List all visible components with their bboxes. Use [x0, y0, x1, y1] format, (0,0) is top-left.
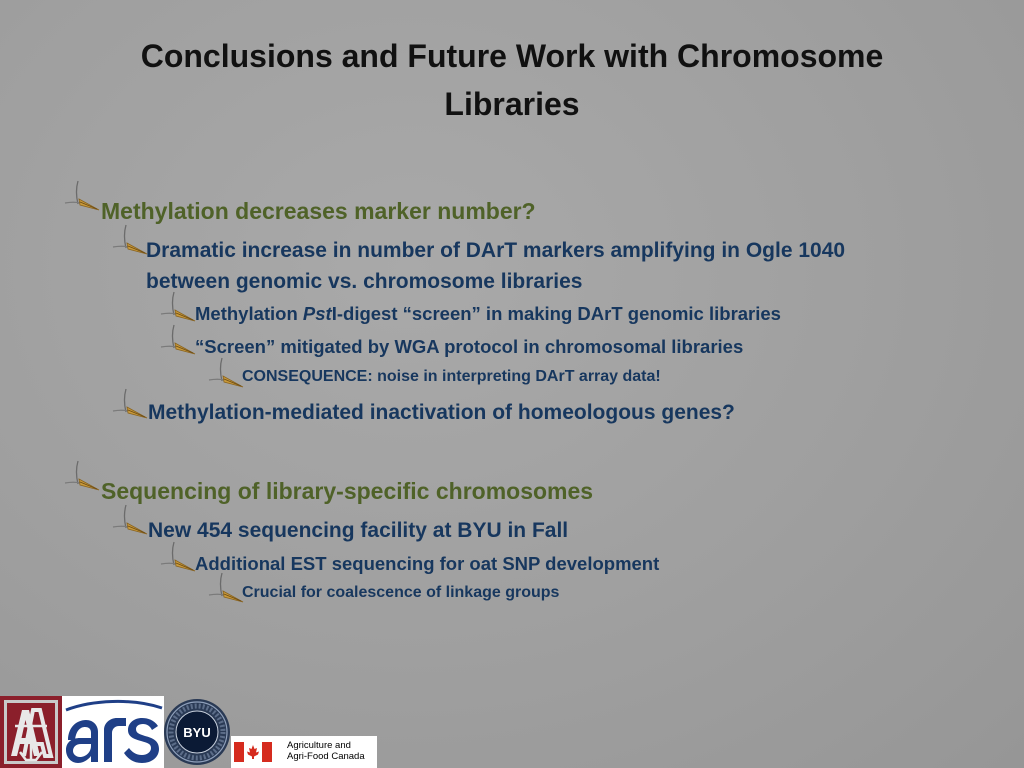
quill-pen-icon	[160, 291, 200, 325]
quill-pen-icon	[64, 180, 104, 214]
bullet-dramatic-increase	[146, 235, 845, 297]
canada-flag-icon	[234, 742, 272, 762]
aafc-line-2: Agri-Food Canada	[287, 751, 365, 762]
bullet-screen-mitigated: “Screen” mitigated by WGA protocol in chromosomal libraries	[195, 336, 744, 357]
ars-logo	[62, 696, 164, 768]
quill-pen-icon	[112, 504, 152, 538]
section-heading-methylation: Methylation decreases marker number?	[101, 198, 536, 224]
bullet-line-2: between genomic vs. chromosome libraries	[146, 270, 583, 293]
text-pre: Methylation	[195, 303, 303, 324]
aafc-logo	[231, 736, 377, 768]
bullet-methylation-mediated: Methylation-mediated inactivation of homeologous genes?	[148, 401, 735, 424]
bullet-line-1: Dramatic increase in number of DArT markers amplifying in Ogle 1040	[146, 239, 846, 262]
section-heading-sequencing: Sequencing of library-specific chromosomes	[101, 478, 594, 504]
slide-title: Conclusions and Future Work with Chromosome Libraries	[140, 38, 884, 122]
aafc-line-1: Agriculture and	[287, 740, 351, 751]
quill-pen-icon	[112, 388, 152, 422]
bullet-454-facility: New 454 sequencing facility at BYU in Fall	[148, 519, 569, 542]
byu-seal-logo	[163, 698, 231, 766]
aamu-logo	[0, 696, 62, 768]
quill-pen-icon	[160, 324, 200, 358]
bullet-est-sequencing: Additional EST sequencing for oat SNP development	[195, 553, 660, 574]
bullet-linkage-groups: Crucial for coalescence of linkage groups	[242, 584, 560, 601]
bullet-pst-digest	[195, 303, 781, 325]
quill-pen-icon	[64, 460, 104, 494]
bullet-consequence: CONSEQUENCE: noise in interpreting DArT array data!	[242, 368, 661, 385]
aafc-wordmark	[287, 740, 365, 762]
byu-seal-text: BYU	[183, 725, 211, 740]
text-italic-pst: Pst	[302, 303, 332, 324]
text-post: I-digest “screen” in making DArT genomic libraries	[331, 303, 781, 324]
quill-pen-icon	[160, 541, 200, 575]
